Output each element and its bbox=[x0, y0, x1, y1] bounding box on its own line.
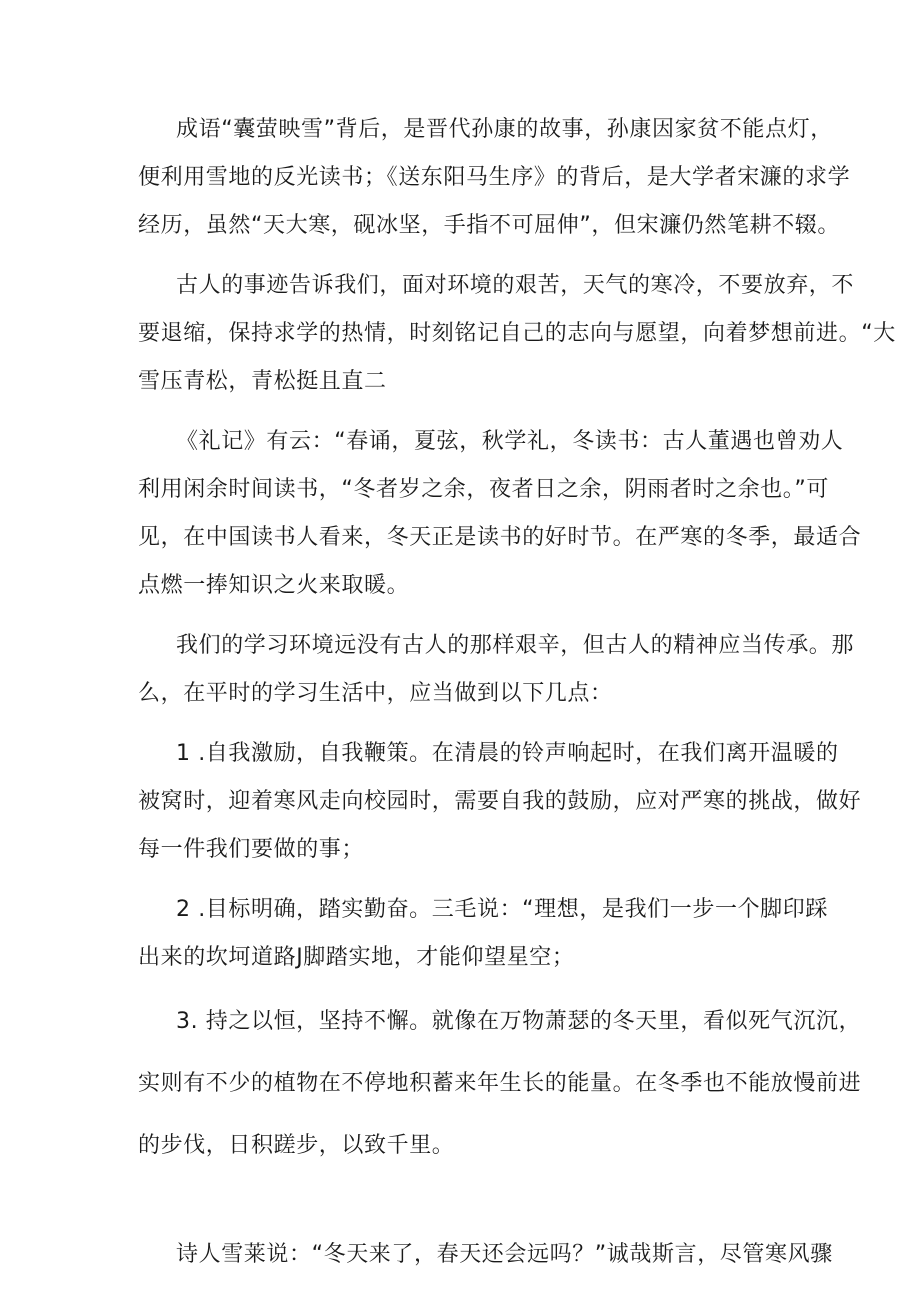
text-line: 么，在平时的学习生活中，应当做到以下几点： bbox=[138, 681, 613, 706]
text-line: 见，在中国读书人看来，冬天正是读书的好时节。在严寒的冬季，最适合 bbox=[138, 525, 862, 550]
text-line: 《礼记》有云：“春诵，夏弦，秋学礼，冬读书：古人董遇也曾劝人 bbox=[176, 429, 844, 454]
text-line: 成语“囊萤映雪”背后，是晋代孙康的故事，孙康因家贫不能点灯， bbox=[176, 117, 833, 142]
text-line: 经历，虽然“天大寒，砚冰坚，手指不可屈伸”，但宋濂仍然笔耕不辍。 bbox=[138, 213, 840, 238]
text-line: 2 .目标明确，踏实勤奋。三毛说：“理想，是我们一步一个脚印踩 bbox=[176, 897, 828, 922]
text-line: 我们的学习环境远没有古人的那样艰辛，但古人的精神应当传承。那 bbox=[176, 633, 855, 658]
text-line: 点燃一捧知识之火来取暖。 bbox=[138, 573, 410, 598]
text-line: 诗人雪莱说：“冬天来了，春天还会远吗？”诚哉斯言，尽管寒风骤 bbox=[176, 1242, 833, 1267]
text-line: 1 .自我激励，自我鞭策。在清晨的铃声响起时，在我们离开温暖的 bbox=[176, 741, 839, 766]
text-line: 要退缩，保持求学的热情，时刻铭记自己的志向与愿望，向着梦想前进。“大 bbox=[138, 321, 896, 346]
text-line: 被窝时，迎着寒风走向校园时，需要自我的鼓励，应对严寒的挑战，做好 bbox=[138, 789, 862, 814]
text-line: 的步伐，日积蹉步，以致千里。 bbox=[138, 1133, 455, 1158]
text-line: 出来的坎坷道路J脚踏实地，才能仰望星空； bbox=[138, 945, 575, 970]
text-line: 利用闲余时间读书，“冬者岁之余，夜者日之余，阴雨者时之余也。”可 bbox=[138, 477, 829, 502]
text-line: 每一件我们要做的事； bbox=[138, 837, 365, 862]
text-line: 3. 持之以恒，坚持不懈。就像在万物萧瑟的冬天里，看似死气沉沉， bbox=[176, 1009, 862, 1034]
text-line: 古人的事迹告诉我们，面对环境的艰苦，天气的寒冷，不要放弃，不 bbox=[176, 273, 855, 298]
text-line: 雪压青松，青松挺且直二 bbox=[138, 369, 387, 394]
text-line: 实则有不少的植物在不停地积蓄来年生长的能量。在冬季也不能放慢前进 bbox=[138, 1071, 862, 1096]
text-line: 便利用雪地的反光读书；《送东阳马生序》的背后，是大学者宋濂的求学 bbox=[138, 165, 851, 190]
